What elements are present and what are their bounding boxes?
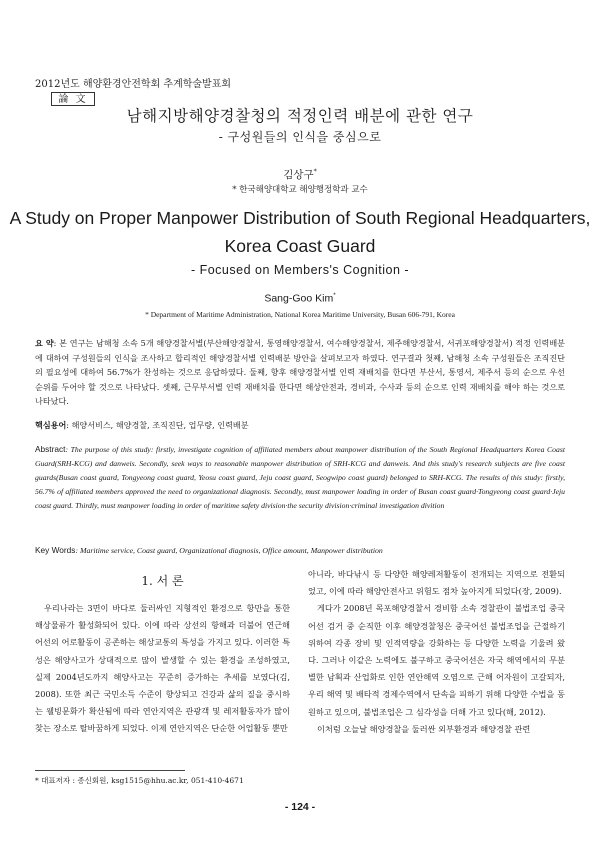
- right-column-paragraph-3: 이처럼 오늘날 해양경찰을 둘러싼 외부환경과 해양경찰 관련: [317, 723, 531, 734]
- english-author-name: Sang-Goo Kim: [264, 292, 334, 305]
- left-column-paragraph: 우리나라는 3면이 바다로 둘러싸인 지형적인 환경으로 항만을 통한 해상물류가 활성화되어 있다. 이에 따라 상선의 항해과 더불어 연근해 어선의 어로활동이 공존하는 해상교통의 특성을 가지고 있다. 이러한 특성은 해양사고가 상대적으로 많이 발생할 수 있는 환경을 조성하였고, 실제 2004년도까지 해양사고는 꾸준히 증가하는 추세를 보였다(김, 2008). 또한 최근 국민소득 수준이 향상되고 건강과 삶의 질을 중시하는 웰빙문화가 확산됨에 따라 연안지역은 관광객 및 레저활동자가 많이 찾는 장소로 탈바꿈하게 되었다. 이제 연안지역은 단순한 어업활동 뿐만: [35, 603, 290, 734]
- english-title-line1: A Study on Proper Manpower Distribution of South Regional Headquarters,: [9, 208, 591, 228]
- right-column-paragraph-2: 게다가 2008년 목포해양경찰서 경비함 소속 경찰관이 불법조업 중국어선 검거 중 순직한 이후 해양경찰청은 중국어선 불법조업을 근절하기 위하여 각종 장비 및 인적역량을 강화하는 등 다양한 노력을 기울려 왔다. 그러나 이같은 노력에도 불구하고 중국어선은 자국 해역에서의 무분별한 남획과 산업화로 인한 연안해역 오염으로 근해 어자원이 고갈되자, 우리 해역 및 배타적 경제수역에서 단속을 피하기 위해 다양한 수법을 동원하고 있으며, 불법조업은 그 심각성을 더해 가고 있다(해, 2012).: [308, 603, 565, 717]
- korean-abstract: [35, 336, 565, 409]
- conference-header: 2012년도 해양환경안전학회 추계학술발표회: [35, 79, 232, 90]
- english-abstract-label: Abstract: [35, 444, 66, 454]
- korean-author: [0, 167, 600, 182]
- korean-title: 남해지방해양경찰청의 적정인력 배분에 관한 연구: [126, 107, 474, 125]
- right-column-paragraph-1: 아니라, 바다낚시 등 다양한 해양레저활동이 전개되는 지역으로 전환되었고, 이에 따라 해양안전사고 위험도 점차 높아지게 되었다(장, 2009).: [308, 569, 565, 597]
- korean-keywords: [35, 418, 565, 433]
- english-title-line2: Korea Coast Guard: [224, 236, 376, 256]
- korean-keywords-text: : 해양서비스, 해양경찰, 조직진단, 업무량, 인력배분: [66, 420, 249, 430]
- korean-abstract-text: : 본 연구는 남해청 소속 5개 해양경찰서별(부산해양경찰서, 통영해양경찰서, 여수해양경찰서, 제주해양경찰서, 서귀포해양경찰서) 적정 인력배분에 대하여 구성원들의 인식을 조사하고 합리적인 해양경찰서별 인력배분 방안을 살펴보고자 하였다. 연구결과 첫째, 남해청 소속 구성원들은 조직진단의 필요성에 대하여 56.7%가 찬성하는 것으로 응답하였다. 둘째, 향후 해양경찰서별 인력 재배치를 한다면 부산서, 통영서, 제주서 등의 순으로 우선 순위를 두어야 할 것으로 나타났다. 셋째, 근무부서별 인력 재배치를 한다면 해상안전과, 경비과, 수사과 등의 순으로 인력 재배치를 해야 하는 것으로 나타났다.: [35, 338, 565, 407]
- korean-author-mark: *: [313, 168, 317, 176]
- english-keywords: [35, 545, 383, 555]
- right-column: [308, 566, 565, 738]
- left-column: [35, 600, 290, 738]
- english-keywords-text: : Maritime service, Coast guard, Organizational diagnosis, Office amount, Manpower distribution: [75, 546, 383, 555]
- page-number: - 124 -: [284, 801, 316, 813]
- footnote-divider: [35, 770, 185, 771]
- korean-author-name: 김상구: [283, 169, 314, 181]
- english-subtitle: - Focused on Members's Cognition -: [190, 263, 410, 277]
- korean-keywords-label: 핵심용어: [35, 420, 67, 430]
- footnote: * 대표저자 : 종신회원, ksg1515@hhu.ac.kr, 051-410-4671: [35, 776, 244, 785]
- english-abstract-text: : The purpose of this study: firstly, investigate cognition of affiliated members about manpower distribution of the South Regional Headquarters Korea Coast Guard(SRH-KCG) and danweis. Secondly, seek ways to reasonable manpower distribution of SRH-KCG and danweis. And this study's research subjects are five coast guards(Busan coast guard, Tongyeong coast guard, Yeosu coast guard, Jeju coast guard, Seogwipo coast guard) belonged to SRH-KCG. The results of this study: firstly, 56.7% of affiliated members approved the need to organizational diagnosis. Secondly, must manpower loading in order of Busan coast guard·Tongyeong coast guard·Jeju coast guard. Thirdly, must manpower loading in order of maritime safety division·the security division·criminal investigation divition: [35, 445, 565, 511]
- english-affiliation: * Department of Maritime Administration, National Korea Maritime University, Busan 606-791, Korea: [145, 310, 455, 319]
- english-abstract: [35, 442, 565, 513]
- english-author: [0, 292, 600, 305]
- english-author-mark: *: [333, 292, 336, 299]
- korean-affiliation: * 한국해양대학교 해양행정학과 교수: [232, 185, 368, 195]
- section-heading: 1. 서 론: [141, 574, 184, 588]
- korean-subtitle: - 구성원들의 인식을 중심으로: [218, 130, 382, 144]
- english-keywords-label: Key Words: [35, 545, 76, 555]
- korean-abstract-label: 요 약: [35, 338, 54, 348]
- paper-type-badge: 論 文: [51, 92, 95, 106]
